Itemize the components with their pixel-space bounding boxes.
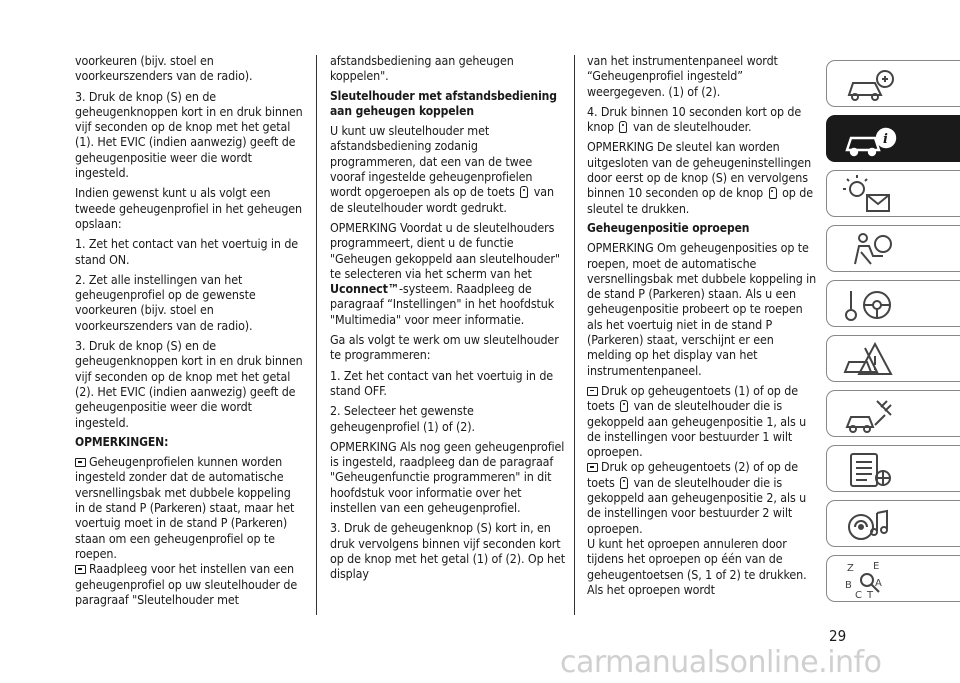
paragraph: U kunt het oproepen annuleren door tijdens het oproepen op één van de geheugentoetsen (S, 1 of 2) te drukken. Als het oproepen wordt [587, 535, 807, 597]
starting-driving-icon [841, 285, 897, 325]
section-heading: Sleutelhouder met afstandsbediening aan geheugen koppelen [330, 88, 557, 118]
paragraph: 3. Druk de knop (S) en de geheugenknoppen kort in en druk binnen vijf seconden op de knop met het getal (2). Het EVIC (indien aanwezig) geeft de geheugenpositie weer die wordt ingesteld. [75, 338, 303, 430]
text-column-3 [587, 53, 819, 602]
tab-maintenance[interactable] [826, 390, 960, 437]
maintenance-icon [841, 395, 897, 435]
emergency-icon [841, 340, 897, 380]
key-fob-button-icon [620, 400, 628, 412]
paragraph: Ga als volgt te werk om uw sleutelhouder te programmeren: [330, 332, 559, 363]
tab-multimedia[interactable] [826, 500, 960, 547]
key-fob-button-icon [769, 187, 777, 199]
note-item: Druk op geheugentoets (2) of op de toets van de sleutelhouder die is gekoppeld aan geheugenpositie 2, als u de instellingen voor bestuurder 2 wilt oproepen. [587, 459, 807, 536]
column-divider [316, 55, 317, 615]
paragraph: van het instrumentenpaneel wordt “Geheugenprofiel ingesteld” weergegeven. (1) of (2). [587, 53, 778, 99]
key-fob-button-icon [619, 121, 627, 133]
light-message-icon [841, 175, 897, 215]
watermark: carmanualsonline.info [560, 645, 882, 680]
brand-name: Uconnect™ [330, 281, 399, 297]
note-item: Druk op geheugentoets (1) of op de toets van de sleutelhouder die is gekoppeld aan geheugenpositie 1, als u de instellingen voor bestuurder 1 wilt oproepen. [587, 382, 807, 460]
svg-text:C: C [855, 590, 862, 600]
note-item: Raadpleeg voor het instellen van een geheugenprofiel op uw sleutelhouder de paragraaf "Sleutelhouder met [75, 561, 298, 607]
note-icon [587, 463, 598, 472]
paragraph: 1. Zet het contact van het voertuig in de stand OFF. [330, 367, 554, 398]
tab-index[interactable] [826, 555, 960, 602]
svg-text:Z: Z [847, 563, 854, 574]
car-dashboard-icon [841, 65, 897, 105]
paragraph: U kunt uw sleutelhouder met afstandsbediening zodanig programmeren, dat een van de twee vooraf ingestelde geheugenprofielen wordt opgeroepen als op de toets van de sleutelhouder wordt gedrukt. [330, 123, 554, 215]
section-heading: Geheugenpositie oproepen [587, 220, 750, 235]
key-fob-button-icon [520, 186, 528, 198]
chapter-tabs [826, 60, 960, 610]
page-number: 29 [829, 627, 847, 645]
tab-safety[interactable] [826, 225, 960, 272]
paragraph: OPMERKING Voordat u de sleutelhouders programmeert, dient u de functie "Geheugen gekoppeld aan sleutelhouder" te selecteren via het scherm van het Uconnect™-systeem. Raadpleeg de paragraaf “Instellingen" in het hoofdstuk "Multimedia" voor meer informatie. [330, 219, 560, 327]
paragraph: OPMERKING De sleutel kan worden uitgesloten van de geheugeninstellingen door eerst op de knop (S) en vervolgens binnen 10 seconden op de knop op de sleutel te drukken. [587, 139, 813, 216]
svg-text:E: E [873, 561, 880, 572]
paragraph: 2. Zet alle instellingen van het geheugenprofiel op de gewenste voorkeuren (bijv. stoel en voorkeurszenders van de radio). [75, 271, 256, 333]
paragraph: 1. Zet het contact van het voertuig in de stand ON. [75, 236, 299, 267]
airbag-safety-icon [841, 230, 897, 270]
tab-lights-messages[interactable] [826, 170, 960, 217]
paragraph: Indien gewenst kunt u als volgt een tweede geheugenprofiel in het geheugen opslaan: [75, 185, 303, 231]
paragraph: OPMERKING Om geheugenposities op te roepen, moet de automatische versnellingsbak met dubbele koppeling in de stand P (Parkeren) staan. Als u een geheugenpositie probeert op te roepen als het voertuig niet in de stand P (Parkeren) staat, verschijnt er een melding op het display van het instrumentenpaneel. [587, 240, 817, 378]
tab-starting-driving[interactable] [826, 280, 960, 327]
paragraph: 4. Druk binnen 10 seconden kort op de knop van de sleutelhouder. [587, 103, 802, 135]
index-icon [841, 560, 897, 600]
tab-dashboard[interactable] [826, 60, 960, 107]
tab-car-info[interactable] [826, 115, 960, 162]
key-fob-button-icon [620, 477, 628, 489]
text-column-2 [330, 53, 565, 587]
svg-text:T: T [867, 590, 874, 600]
svg-text:i: i [883, 132, 888, 147]
paragraph: 2. Selecteer het gewenste geheugenprofiel (1) of (2). [330, 403, 475, 434]
paragraph: 3. Druk de geheugenknop (S) kort in, en druk vervolgens binnen vijf seconden kort op de knop met het getal (1) of (2). Op het display [330, 520, 565, 582]
svg-text:A: A [875, 578, 882, 589]
note-icon [75, 565, 86, 574]
column-divider [574, 55, 575, 615]
note-icon [587, 387, 598, 396]
paragraph: OPMERKING Als nog geen geheugenprofiel is ingesteld, raadpleeg dan de paragraaf "Geheugenfunctie programmeren" in dit hoofdstuk voor informatie over het instellen van een geheugenprofiel. [330, 438, 565, 516]
tab-emergency[interactable] [826, 335, 960, 382]
note-icon [75, 458, 86, 467]
svg-text:B: B [845, 580, 852, 591]
car-info-icon [841, 120, 897, 160]
note-item: Geheugenprofielen kunnen worden ingesteld zonder dat de automatische versnellingsbak met dubbele koppeling in de stand P (Parkeren) staat, maar het voertuig moet in de stand P (Parkeren) staan om een geheugenprofiel op te roepen. [75, 454, 295, 561]
multimedia-icon [841, 505, 897, 545]
notes-heading: OPMERKINGEN: [75, 434, 169, 449]
text-column-1 [75, 53, 303, 612]
paragraph: voorkeuren (bijv. stoel en voorkeurszenders van de radio). [75, 53, 253, 84]
technical-data-icon [841, 450, 897, 490]
paragraph: afstandsbediening aan geheugen koppelen". [330, 53, 514, 84]
tab-technical-data[interactable] [826, 445, 960, 492]
paragraph: 3. Druk de knop (S) en de geheugenknoppen kort in en druk binnen vijf seconden op de knop met het getal (1). Het EVIC (indien aanwezig) geeft de geheugenpositie weer die wordt ingesteld. [75, 88, 303, 181]
